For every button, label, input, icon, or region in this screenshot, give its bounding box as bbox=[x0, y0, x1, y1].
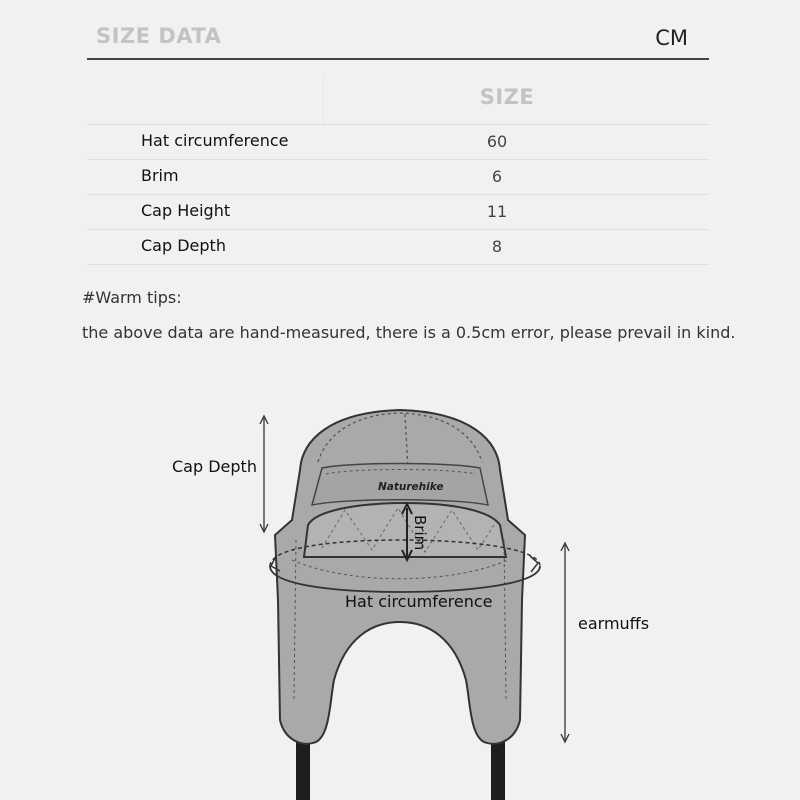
row-label: Cap Depth bbox=[141, 236, 226, 255]
brim bbox=[304, 503, 506, 557]
hat-circumference-label: Hat circumference bbox=[345, 592, 493, 611]
earmuffs-label: earmuffs bbox=[578, 614, 650, 633]
row-value: 11 bbox=[486, 202, 508, 221]
row-label: Hat circumference bbox=[141, 131, 289, 150]
tips-title: #Warm tips: bbox=[82, 288, 182, 307]
header-unit: CM bbox=[655, 26, 688, 50]
row-value: 8 bbox=[491, 237, 503, 256]
header-title: SIZE DATA bbox=[96, 24, 222, 48]
row-value: 60 bbox=[486, 132, 508, 151]
brim-label: Brim bbox=[411, 515, 429, 551]
row-label: Brim bbox=[141, 166, 179, 185]
left-strap bbox=[296, 738, 310, 800]
hat-body bbox=[275, 410, 525, 744]
tips-body: the above data are hand-measured, there is a 0.5cm error, please prevail in kind. bbox=[82, 323, 736, 342]
cap-depth-label: Cap Depth bbox=[172, 457, 257, 476]
size-column-header: SIZE bbox=[479, 85, 535, 109]
circumference-arrow-right bbox=[530, 556, 538, 572]
right-strap bbox=[491, 738, 505, 800]
brand-logo: Naturehike bbox=[378, 481, 444, 493]
row-label: Cap Height bbox=[141, 201, 231, 220]
row-value: 6 bbox=[491, 167, 503, 186]
